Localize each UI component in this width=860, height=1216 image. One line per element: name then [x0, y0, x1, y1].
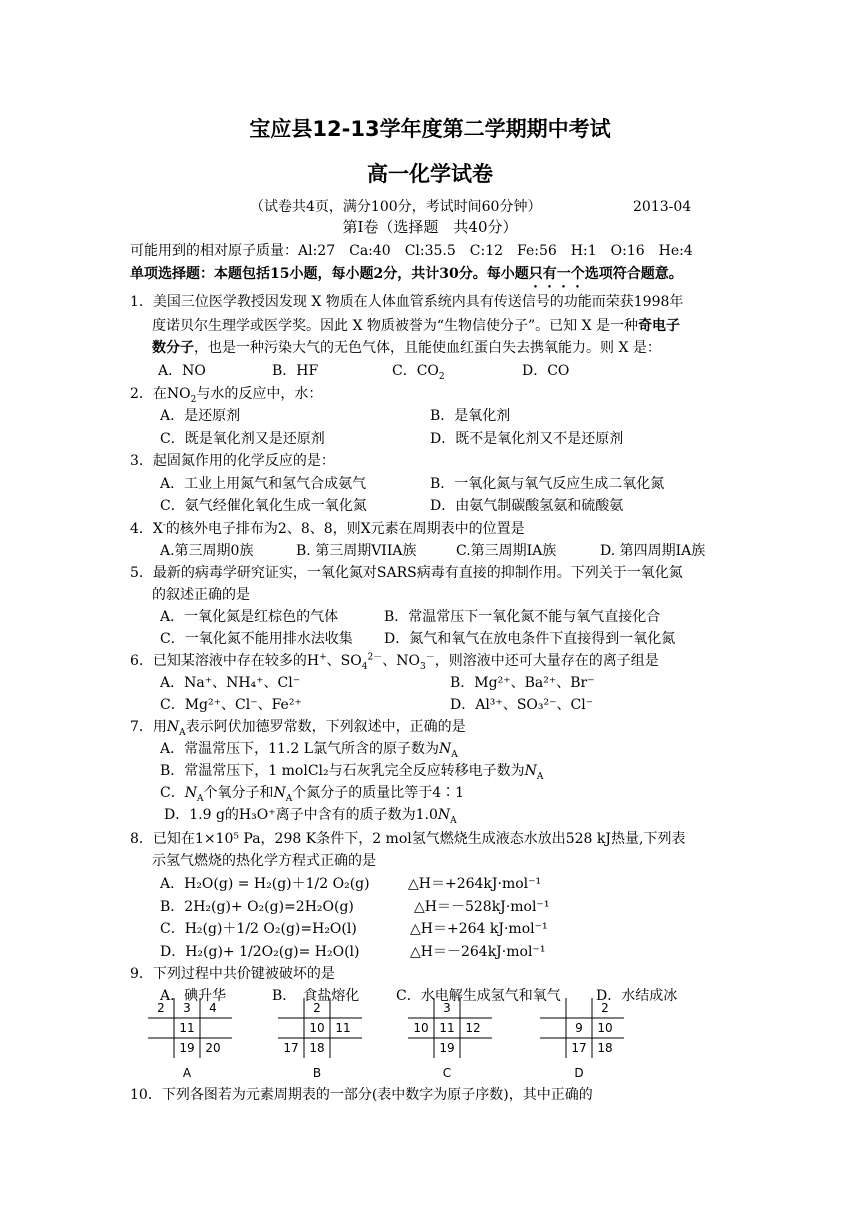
exam-subtitle: 高一化学试卷 — [367, 162, 493, 186]
q8-option-a-eq: A．H₂O(g) = H₂(g)＋1/2 O₂(g) — [160, 876, 370, 892]
q3-option-d: D．由氨气制碳酸氢氨和硫酸氨 — [430, 498, 624, 514]
q6-option-d: D．Al³⁺、SO₃²⁻、Cl⁻ — [450, 697, 594, 713]
table-cell: 2 — [601, 1001, 609, 1015]
table-label: C — [442, 1066, 452, 1080]
instructions-emphasis: 只有一个 — [528, 266, 585, 282]
table-cell: 11 — [439, 1021, 455, 1035]
q4-option-b: B. 第三周期VIIA族 — [296, 543, 417, 559]
table-cell: 17 — [283, 1041, 299, 1055]
table-cell: 11 — [179, 1021, 195, 1035]
q8-option-b-eq: B．2H₂(g)+ O₂(g)=2H₂O(g) — [160, 899, 354, 915]
q8-option-a-dh: △H＝+264kJ·mol⁻¹ — [408, 876, 542, 892]
q5-line1: 5．最新的病毒学研究证实，一氧化氮对SARS病毒有直接的抑制作用。下列关于一氧化氮 — [130, 565, 683, 581]
table-label: B — [312, 1066, 322, 1080]
q2-option-a: A．是还原剂 — [160, 408, 241, 424]
q9-option-a: A．碘升华 — [160, 988, 227, 1004]
q3-stem: 3．起固氮作用的化学反应的是： — [130, 453, 335, 469]
q3-option-b: B．一氧化氮与氧气反应生成二氧化氮 — [430, 476, 665, 492]
q9-stem: 9．下列过程中共价键被破坏的是 — [130, 966, 335, 982]
q8-option-c-eq: C．H₂(g)＋1/2 O₂(g)=H₂O(l) — [160, 921, 357, 937]
exam-date: 2013-04 — [633, 199, 692, 215]
periodic-table-c — [408, 998, 496, 1090]
q1-line3: 数分子，也是一种污染大气的无色气体，且能使血红蛋白失去携氧能力。则 X 是： — [152, 340, 661, 356]
q7-option-a: A．常温常压下，11.2 L氯气所含的原子数为$N_A$ — [160, 741, 458, 760]
periodic-table-d — [540, 998, 628, 1090]
q2-option-c: C．既是氧化剂又是还原剂 — [160, 431, 325, 447]
q10-stem: 10．下列各图若为元素周期表的一部分(表中数字为原子序数)，其中正确的 — [130, 1087, 593, 1103]
q1-option-d: D．CO — [522, 363, 570, 379]
table-label: A — [182, 1066, 192, 1080]
table-cell: 19 — [179, 1041, 195, 1055]
q9-option-c: C．水电解生成氢气和氧气 — [396, 988, 561, 1004]
q9-option-b: B． 食盐熔化 — [272, 988, 360, 1004]
q7-option-c: C．$N_A$个氧分子和$N_A$个氮分子的质量比等于4∶1 — [160, 785, 465, 804]
table-cell: 3 — [183, 1001, 191, 1015]
table-cell: 18 — [309, 1041, 325, 1055]
q6-option-c: C．Mg²⁺、Cl⁻、Fe²⁺ — [160, 697, 302, 713]
q1-option-a: A．NO — [158, 363, 206, 379]
section-heading: 第Ⅰ卷（选择题 共40分） — [342, 218, 518, 236]
q4-option-d: D. 第四周期IA族 — [600, 543, 706, 559]
q5-line2: 的叙述正确的是 — [152, 587, 250, 603]
exam-title: 宝应县12-13学年度第二学期期中考试 — [249, 117, 611, 141]
q4-option-a: A.第三周期0族 — [160, 543, 254, 559]
q7-option-b: B．常温常压下，1 molCl₂与石灰乳完全反应转移电子数为$N_A$ — [160, 763, 544, 782]
table-cell: 10 — [597, 1021, 613, 1035]
q5-option-b: B．常温常压下一氧化氮不能与氧气直接化合 — [384, 609, 661, 625]
q6-stem: 6．已知某溶液中存在较多的H+、$SO_4^{2-}$、$NO_3^-$，则溶液中还可大量存在的离子组是 — [130, 652, 659, 672]
periodic-table-b — [278, 998, 366, 1090]
q8-option-c-dh: △H＝+264 kJ·mol⁻¹ — [410, 921, 548, 937]
table-cell: 2 — [157, 1001, 165, 1015]
q9-option-d: D．水结成冰 — [596, 988, 678, 1004]
table-label: D — [574, 1066, 584, 1080]
table-cell: 18 — [597, 1041, 613, 1055]
exam-info: （试卷共4页，满分100分，考试时间60分钟） — [250, 199, 542, 215]
table-cell: 11 — [335, 1021, 351, 1035]
q5-option-d: D．氮气和氧气在放电条件下直接得到一氧化氮 — [384, 631, 676, 647]
q7-option-d: D．1.9 g的H₃O⁺离子中含有的质子数为$1.0N_A$ — [164, 807, 457, 826]
q1-option-c: C．$CO_2$ — [392, 363, 445, 382]
q8-line2: 示氢气燃烧的热化学方程式正确的是 — [152, 853, 376, 869]
table-cell: 3 — [443, 1001, 451, 1015]
q4-stem: 4．X-的核外电子排布为2、8、8，则X元素在周期表中的位置是 — [130, 520, 525, 537]
q7-stem: 7．用$N_A$表示阿伏加德罗常数，下列叙述中，正确的是 — [130, 719, 466, 738]
table-cell: 10 — [413, 1021, 429, 1035]
q2-option-b: B．是氧化剂 — [430, 408, 511, 424]
q6-option-b: B．Mg²⁺、Ba²⁺、Br⁻ — [450, 675, 595, 691]
q8-option-d-dh: △H＝－264kJ·mol⁻¹ — [410, 944, 546, 960]
q1-option-b: B．HF — [272, 363, 319, 379]
table-cell: 9 — [575, 1021, 583, 1035]
instructions: 单项选择题：本题包括15小题，每小题2分，共计30分。每小题只有一个选项符合题意。 — [130, 266, 683, 282]
q1-line2: 度诺贝尔生理学或医学奖。因此 X 物质被誉为“生物信使分子”。已知 X 是一种奇电子 — [152, 318, 681, 334]
q2-option-d: D．既不是氧化剂又不是还原剂 — [430, 431, 624, 447]
periodic-table-a — [148, 998, 236, 1090]
table-cell: 10 — [309, 1021, 325, 1035]
q3-option-a: A．工业上用氮气和氢气合成氨气 — [160, 476, 367, 492]
table-cell: 4 — [209, 1001, 217, 1015]
q2-stem: 2．在$NO_2$与水的反应中，水： — [130, 386, 323, 405]
q5-option-a: A．一氧化氮是红棕色的气体 — [160, 609, 339, 625]
table-cell: 19 — [439, 1041, 455, 1055]
q1-line1: 1．美国三位医学教授因发现 X 物质在人体血管系统内具有传送信号的功能而荣获1998年 — [130, 294, 684, 310]
table-cell: 20 — [205, 1041, 221, 1055]
q4-option-c: C.第三周期IA族 — [456, 543, 557, 559]
table-cell: 12 — [465, 1021, 481, 1035]
table-cell: 17 — [571, 1041, 587, 1055]
q8-line1: 8．已知在1×10⁵ Pa，298 K条件下，2 mol氢气燃烧生成液态水放出528 kJ热量,下列表 — [130, 831, 686, 847]
q8-option-b-dh: △H＝－528kJ·mol⁻¹ — [414, 899, 550, 915]
q6-option-a: A．Na⁺、NH₄⁺、Cl⁻ — [160, 675, 301, 691]
q5-option-c: C．一氧化氮不能用排水法收集 — [160, 631, 353, 647]
q3-option-c: C．氨气经催化氧化生成一氧化氮 — [160, 498, 367, 514]
table-cell: 2 — [313, 1001, 321, 1015]
atomic-masses: 可能用到的相对原子质量：Al:27 Ca:40 Cl:35.5 C:12 Fe:56 H:1 O:16 He:4 — [130, 243, 693, 259]
q8-option-d-eq: D．H₂(g)+ 1/2O₂(g)= H₂O(l) — [160, 944, 360, 960]
